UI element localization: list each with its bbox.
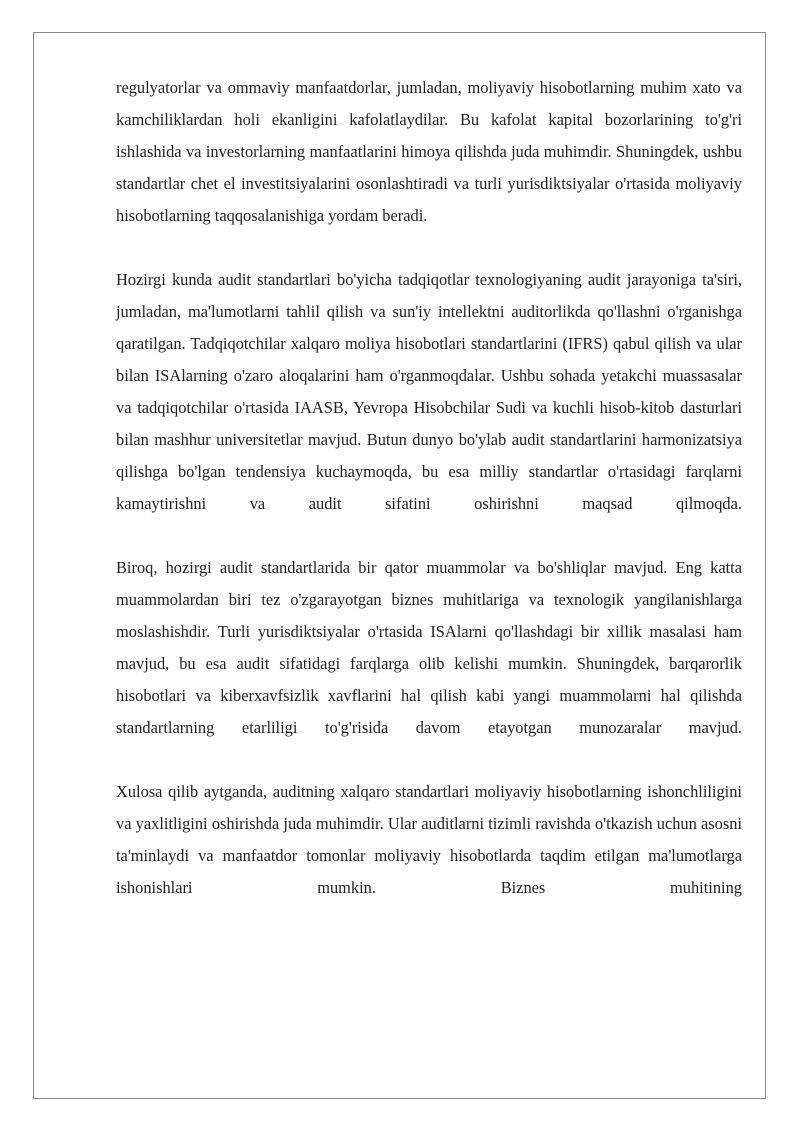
paragraph-problems: Biroq, hozirgi audit standartlarida bir qator muammolar va bo'shliqlar mavjud. Eng katta muammolardan biri tez o'zgarayotgan biznes muhitlariga va texnologik yangilanishlarga moslashishdir. Turli yurisdiktsiyalar o'rtasida ISAlarni qo'llashdagi bir xillik masalasi ham mavjud, bu esa audit sifatidagi farqlarga olib kelishi mumkin. Shuningdek, barqarorlik hisobotlari va kiberxavfsizlik xavflarini hal qilish kabi yangi muammolarni hal qilishda standartlarning etarliligi to'g'risida davom etayotgan munozaralar mavjud. xyxy=(116,558,742,737)
paragraph-intro: regulyatorlar va ommaviy manfaatdorlar, jumladan, moliyaviy hisobotlarning muhim xato va kamchiliklardan holi ekanligini kafolatlaydilar. Bu kafolat kapital bozorlarining to'g'ri ishlashida va investorlarning manfaatlarini himoya qilishda juda muhimdir. Shuningdek, ushbu standartlar chet el investitsiyalarini osonlashtiradi va turli yurisdiktsiyalar o'rtasida moliyaviy hisobotlarning taqqosalanishiga yordam beradi. xyxy=(116,78,742,225)
paragraph-conclusion: Xulosa qilib aytganda, auditning xalqaro standartlari moliyaviy hisobotlarning ishonchliligini va yaxlitligini oshirishda juda muhimdir. Ular auditlarni tizimli ravishda o'tkazish uchun asosni ta'minlaydi va manfaatdor tomonlar moliyaviy hisobotlarda taqdim etilgan ma'lumotlarga ishonishlari mumkin. Biznes muhitining xyxy=(116,782,742,897)
paragraph-research: Hozirgi kunda audit standartlari bo'yicha tadqiqotlar texnologiyaning audit jarayoniga ta'siri, jumladan, ma'lumotlarni tahlil qilish va sun'iy intellektni auditorlikda qo'llashni o'rganishga qaratilgan. Tadqiqotchilar xalqaro moliya hisobotlari standartlarini (IFRS) qabul qilish va ular bilan ISAlarning o'zaro aloqalarini ham o'rganmoqdalar. Ushbu sohada yetakchi muassasalar va tadqiqotchilar o'rtasida IAASB, Yevropa Hisobchilar Sudi va kuchli hisob-kitob dasturlari bilan mashhur universitetlar mavjud. Butun dunyo bo'ylab audit standartlarini harmonizatsiya qilishga bo'lgan tendensiya kuchaymoqda, bu esa milliy standartlar o'rtasidagi farqlarni kamaytirishni va audit sifatini oshirishni maqsad qilmoqda. xyxy=(116,270,742,513)
document-body xyxy=(116,72,742,936)
